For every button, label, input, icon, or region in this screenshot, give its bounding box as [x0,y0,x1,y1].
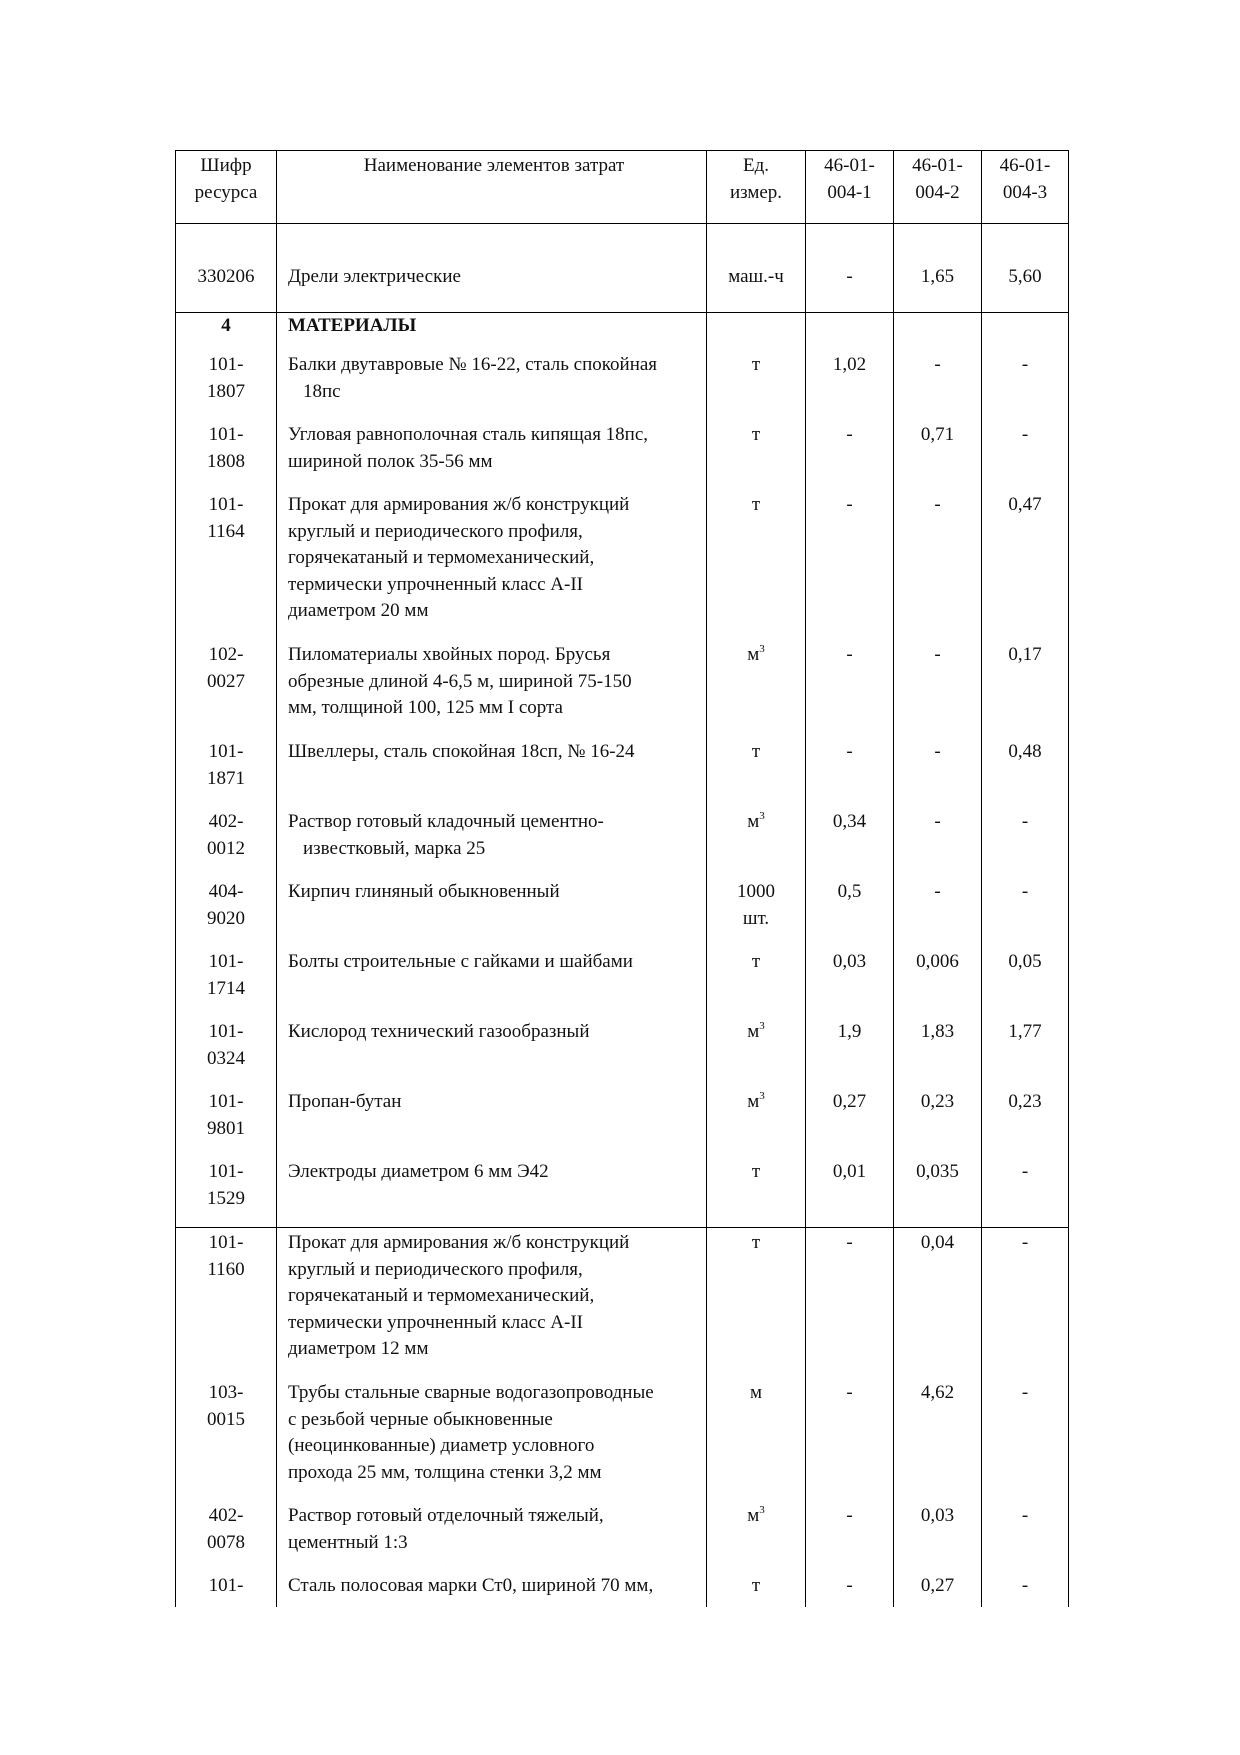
resource-code-line: 402- [208,1505,244,1526]
resource-code-line: 103- [208,1382,244,1403]
resource-name-line: круглый и периодического профиля, [288,1258,583,1280]
value-col1: - [806,1228,894,1378]
value-col1: 1,02 [806,350,894,420]
value-col3: 0,23 [1008,1091,1042,1112]
resource-code [176,1378,277,1501]
resource-name-line: Болты строительные с гайками и шайбами [288,951,633,972]
resource-name [277,1378,707,1501]
resource-name-line: Балки двутавровые № 16-22, сталь спокойная [288,354,658,375]
value-col2: 0,27 [894,1571,982,1651]
resource-name-line: горячекатаный и термомеханический, [288,1285,595,1306]
header-unit-line: измер. [729,181,783,203]
resource-code-line: 101- [208,951,244,972]
value-col1: 0,03 [806,947,894,1017]
resource-name [277,1087,707,1157]
value-col2: 1,83 [894,1017,982,1087]
header-col2 [894,151,982,223]
resource-code-line: 101- [208,494,244,515]
table-row [176,1087,1068,1157]
value-col2: - [894,877,982,947]
resource-code-line: 1160 [207,1258,245,1280]
value-col2: 0,03 [894,1501,982,1571]
resource-name-line: термически упрочненный класс А-II [288,573,584,595]
value-col3: - [1021,1232,1029,1253]
resource-code-line: 1529 [207,1187,245,1209]
resource-name [277,737,707,807]
header-col1-line: 46-01- [824,155,875,176]
resource-code-line: 101- [208,741,244,762]
resource-name [277,350,707,420]
resource-unit [707,737,806,807]
resource-unit [707,420,806,490]
resource-unit [707,877,806,947]
section-empty [707,313,806,350]
unit-text: $м^3$ [747,1090,765,1112]
unit-text: т [751,1232,761,1253]
resource-name-line: Прокат для армирования ж/б конструкций [288,494,630,515]
value-col2: 0,04 [894,1228,982,1378]
unit-superscript: 3 [759,643,765,655]
resource-code [176,1501,277,1571]
resource-name [277,1157,707,1227]
resource-code-line: 101- [208,424,244,445]
resource-code-line: 101- [208,1091,244,1112]
header-col3-line: 004-3 [1002,181,1048,203]
table-row [176,737,1068,807]
resource-name-line: с резьбой черные обыкновенные [288,1408,553,1430]
value-col3: - [1021,1575,1029,1596]
resource-unit [707,350,806,420]
section-empty [806,313,894,350]
value-col1: 0,5 [806,877,894,947]
resource-code [176,947,277,1017]
resource-name [277,1228,707,1378]
value-col2: - [894,490,982,640]
value-col2: - [894,640,982,737]
table-row-machine [176,224,1068,313]
resource-code [176,1087,277,1157]
unit-text: $м^3$ [747,810,765,832]
resource-name-line: цементный 1:3 [288,1531,408,1553]
header-name-line: Наименование элементов затрат [363,155,625,176]
value-col2: 0,006 [894,947,982,1017]
resource-code-line: 1807 [207,380,245,402]
header-unit [707,151,806,223]
unit-text: $м^3$ [747,643,765,665]
resource-unit [707,640,806,737]
table-row [176,1227,1068,1378]
resource-unit [707,1157,806,1227]
table-row [176,420,1068,490]
header-col2-line: 46-01- [912,155,963,176]
resource-code [176,640,277,737]
resource-code [176,490,277,640]
value-col2: 4,62 [894,1378,982,1501]
resource-name-line: Швеллеры, сталь спокойная 18сп, № 16-24 [288,741,635,762]
resource-code-line: 404- [208,881,244,902]
resource-code-line: 1808 [207,450,245,472]
section-empty [982,313,1068,350]
machine-v1: - [806,224,894,312]
value-col3: - [1021,1505,1029,1526]
materials-list [176,350,1068,1651]
table-row [176,490,1068,640]
resource-code-line: 402- [208,811,244,832]
resource-name-line: Сталь полосовая марки Ст0, шириной 70 мм, [288,1575,654,1596]
value-col1: 0,01 [806,1157,894,1227]
value-col1: - [806,737,894,807]
unit-text: т [751,951,761,972]
unit-text: т [751,424,761,445]
resource-name-line: шириной полок 35-56 мм [288,450,493,472]
resource-code-line: 9801 [207,1117,245,1139]
resource-name [277,877,707,947]
resource-name-line: Электроды диаметром 6 мм Э42 [288,1161,549,1182]
value-col3: 0,48 [1008,741,1042,762]
machine-v2: 1,65 [894,224,982,312]
resource-unit [707,1087,806,1157]
unit-text: т [751,1575,761,1596]
resource-code-line: 9020 [207,907,245,929]
resource-name [277,640,707,737]
resource-code-line: 101- [208,354,244,375]
resource-name-line: Пиломатериалы хвойных пород. Брусья [288,644,611,665]
resource-unit [707,1501,806,1571]
resource-name-line: горячекатаный и термомеханический, [288,547,595,568]
value-col3: - [1021,881,1029,902]
resource-name-line: Раствор готовый кладочный цементно- [288,811,604,832]
resource-name-line: 18пс [303,380,341,402]
table-row [176,1501,1068,1571]
resource-code-line: 0324 [207,1047,245,1069]
table-row [176,877,1068,947]
machine-v3: 5,60 [1008,266,1042,287]
value-col3: 0,05 [1008,951,1042,972]
unit-superscript: 3 [759,1020,765,1032]
page-bottom-margin [0,1607,1240,1755]
value-col2: 0,23 [894,1087,982,1157]
value-col3: 1,77 [1008,1021,1042,1042]
section-number: 4 [176,313,277,350]
resource-code [176,737,277,807]
unit-text-line2: шт. [742,907,770,929]
resource-unit [707,1228,806,1378]
resource-name-line: Пропан-бутан [288,1091,402,1112]
resource-code [176,1017,277,1087]
value-col1: - [806,640,894,737]
resource-code-line: 102- [208,644,244,665]
value-col2: - [894,807,982,877]
resource-code [176,1228,277,1378]
machine-name: Дрели электрические [277,224,707,312]
resource-code-line: 1164 [207,520,245,542]
table-header [176,151,1068,224]
resource-code [176,877,277,947]
unit-text: $м^3$ [747,1020,765,1042]
resource-unit [707,807,806,877]
resource-name-line: (неоцинкованные) диаметр условного [288,1435,595,1456]
machine-code: 330206 [176,224,277,312]
section-empty [894,313,982,350]
value-col3: 0,47 [1008,494,1042,515]
resource-name-line: Кирпич глиняный обыкновенный [288,881,560,902]
resource-code-line: 101- [208,1021,244,1042]
resource-unit [707,1378,806,1501]
machine-unit: маш.-ч [707,224,806,312]
resource-name-line: диаметром 20 мм [288,600,429,621]
table-row [176,947,1068,1017]
resource-code-line: 0012 [207,837,245,859]
value-col2: 0,71 [894,420,982,490]
value-col1: - [806,1571,894,1651]
unit-text: м [749,1382,763,1403]
header-code-line: Шифр [200,155,252,176]
value-col1: - [806,420,894,490]
resource-code [176,420,277,490]
value-col1: 0,34 [806,807,894,877]
resource-name-line: Раствор готовый отделочный тяжелый, [288,1505,604,1526]
header-code-line: ресурса [194,181,258,203]
resource-code [176,807,277,877]
resource-name-line: круглый и периодического профиля, [288,520,583,542]
unit-text: т [751,354,761,375]
value-col3: - [1021,424,1029,445]
value-col3: - [1021,1161,1029,1182]
section-row [176,313,1068,350]
value-col1: - [806,1378,894,1501]
table-row [176,1157,1068,1227]
resource-name [277,1501,707,1571]
value-col2: 0,035 [894,1157,982,1227]
resource-name [277,947,707,1017]
resource-name-line: обрезные длиной 4-6,5 м, шириной 75-150 [288,670,632,692]
unit-superscript: 3 [759,1090,765,1102]
value-col2: - [894,737,982,807]
resource-name [277,420,707,490]
table-row [176,640,1068,737]
resource-code-line: 0078 [207,1531,245,1553]
value-col2: - [894,350,982,420]
resource-name-line: Кислород технический газообразный [288,1021,590,1042]
resource-code-line: 101- [208,1232,244,1253]
value-col1: 0,27 [806,1087,894,1157]
unit-text: 1000 [737,881,775,902]
table-row [176,1017,1068,1087]
resource-name-line: мм, толщиной 100, 125 мм I сорта [288,697,563,718]
value-col3: 0,17 [1008,644,1042,665]
header-col3-line: 46-01- [999,155,1051,176]
resource-table [175,150,1069,1651]
resource-name [277,490,707,640]
resource-unit [707,1017,806,1087]
resource-unit [707,490,806,640]
header-col3 [982,151,1068,223]
unit-text: $м^3$ [747,1504,765,1526]
resource-code-line: 101- [208,1161,244,1182]
value-col3: - [1021,811,1029,832]
resource-name-line: Угловая равнополочная сталь кипящая 18пс, [288,424,649,445]
resource-name-line: Прокат для армирования ж/б конструкций [288,1232,630,1253]
resource-code-line: 0027 [207,670,245,692]
unit-superscript: 3 [759,1504,765,1516]
header-code [176,151,277,223]
resource-name-line: термически упрочненный класс А-II [288,1311,584,1333]
resource-name-line: диаметром 12 мм [288,1338,429,1359]
header-name [277,151,707,223]
value-col3: - [1021,354,1029,375]
table-row [176,1378,1068,1501]
resource-code-line: 1871 [207,767,245,789]
table-row [176,807,1068,877]
resource-unit [707,947,806,1017]
value-col1: - [806,490,894,640]
value-col3: - [1021,1382,1029,1403]
unit-text: т [751,741,761,762]
value-col1: - [806,1501,894,1571]
table-row [176,350,1068,420]
header-col1-line: 004-1 [827,181,872,203]
resource-name-line: Трубы стальные сварные водогазопроводные [288,1382,654,1403]
resource-name [277,807,707,877]
resource-name-line: прохода 25 мм, толщина стенки 3,2 мм [288,1461,602,1483]
section-title: МАТЕРИАЛЫ [277,313,707,350]
resource-code [176,1157,277,1227]
value-col1: 1,9 [806,1017,894,1087]
header-col1 [806,151,894,223]
header-col2-line: 004-2 [915,181,960,203]
resource-code-line: 101- [208,1575,244,1596]
resource-code [176,350,277,420]
unit-superscript: 3 [759,810,765,822]
resource-code-line: 1714 [207,977,245,999]
unit-text: т [751,494,761,515]
unit-text: т [751,1161,761,1182]
resource-code-line: 0015 [207,1408,245,1430]
resource-name-line: известковый, марка 25 [303,837,486,859]
header-unit-line: Ед. [742,155,770,176]
resource-name [277,1017,707,1087]
